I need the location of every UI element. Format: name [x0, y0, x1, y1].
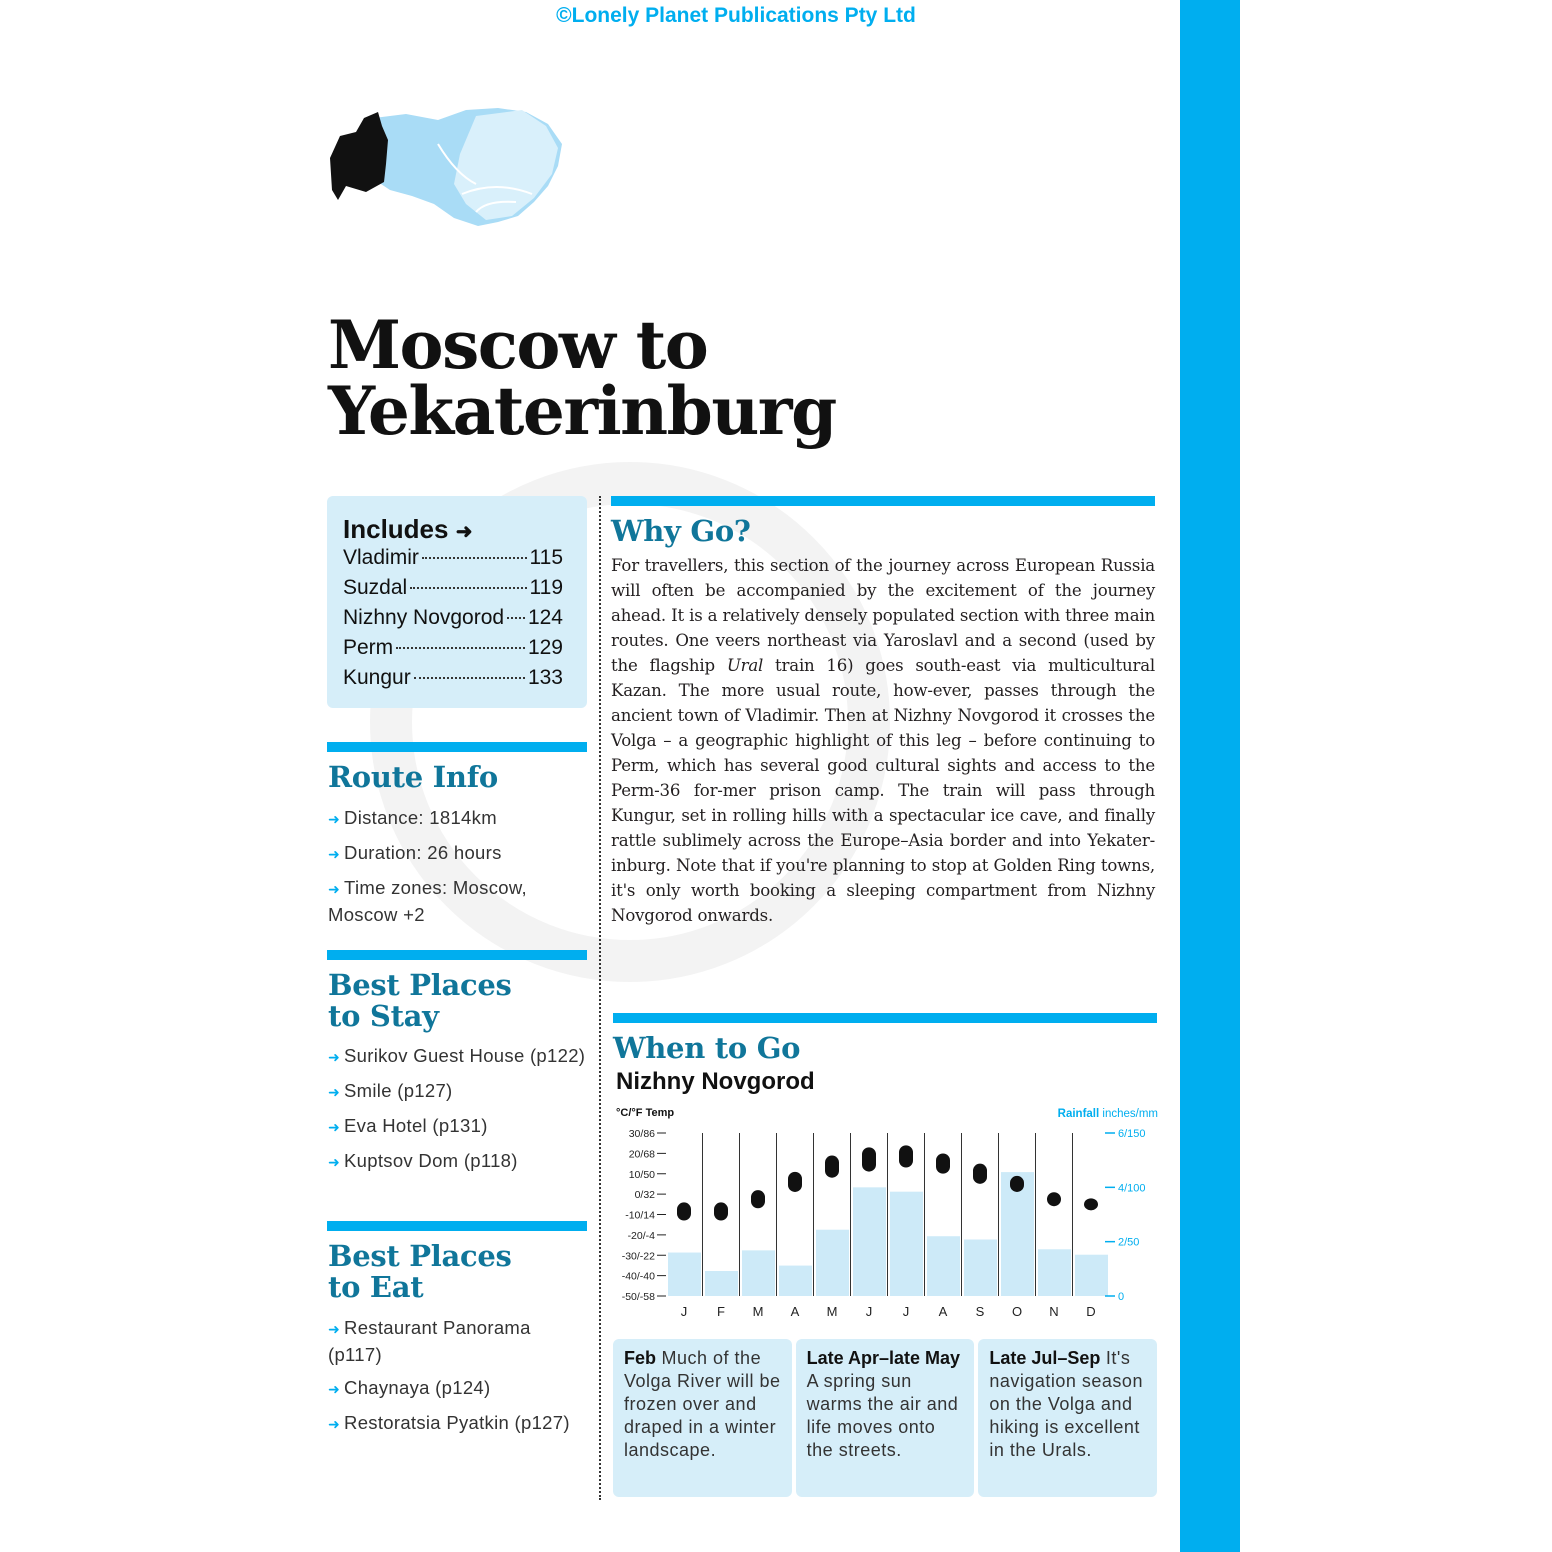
includes-item-page: 133: [527, 666, 563, 689]
bullet-arrow-icon: ➜: [328, 1154, 341, 1170]
month-label: A: [938, 1304, 948, 1319]
route-info-rule: [327, 742, 587, 752]
month-label: A: [790, 1304, 800, 1319]
rainfall-bar: [668, 1253, 701, 1296]
temperature-marker: [862, 1147, 876, 1171]
russia-locator-map: [326, 104, 566, 230]
includes-item[interactable]: [343, 576, 563, 606]
why-go-text-1: For travellers, this section of the journey across European Russia will often be accompanied by the excitement of the journey ahead. It is a relatively densely populated section with three main routes. One veers northeast via Yaroslavl and a second (used by the flagship: [611, 556, 1155, 675]
best-eat-title-line-1: Best Places: [328, 1239, 512, 1273]
temp-tick-label: -40/-40: [621, 1270, 655, 1283]
rainfall-bar: [742, 1250, 775, 1296]
rainfall-bar: [964, 1239, 997, 1296]
bullet-arrow-icon: ➜: [328, 846, 341, 862]
bullet-arrow-icon: ➜: [328, 1049, 341, 1065]
route-info-item: [328, 875, 586, 927]
best-stay-item[interactable]: [328, 1148, 586, 1175]
map-highlight-region: [330, 112, 388, 200]
rain-tick-label: 4/100: [1118, 1182, 1146, 1195]
temperature-marker: [751, 1190, 765, 1208]
includes-item[interactable]: [343, 546, 563, 576]
arrow-right-icon: ➜: [455, 521, 473, 543]
month-label: N: [1049, 1304, 1059, 1319]
best-stay-title-line-1: Best Places: [328, 968, 512, 1002]
copyright-notice: ©Lonely Planet Publications Pty Ltd: [556, 4, 916, 27]
includes-item-name: Kungur: [343, 666, 411, 689]
temp-tick-label: -30/-22: [621, 1250, 655, 1263]
when-to-go-tips: [613, 1339, 1157, 1497]
best-stay-heading: [328, 970, 512, 1032]
includes-item[interactable]: [343, 666, 563, 696]
temperature-marker: [714, 1202, 728, 1220]
includes-item-page: 115: [529, 546, 563, 569]
best-stay-text: Kuptsov Dom (p118): [344, 1150, 518, 1171]
month-label: F: [717, 1304, 725, 1319]
bullet-arrow-icon: ➜: [328, 1119, 341, 1135]
temperature-marker: [1010, 1176, 1024, 1192]
page-edge-bar: [1180, 0, 1240, 1552]
rainfall-bar: [1075, 1255, 1108, 1296]
rainfall-bar: [705, 1271, 738, 1296]
route-info-list: [328, 805, 586, 935]
best-eat-text: Restoratsia Pyatkin (p127): [344, 1412, 570, 1433]
tip-text: It's navigation season on the Volga and hiking is excellent in the Urals.: [989, 1348, 1143, 1460]
temp-tick-label: 0/32: [634, 1189, 655, 1202]
best-eat-rule: [327, 1221, 587, 1231]
month-label: M: [826, 1304, 838, 1319]
route-info-text: Time zones: Moscow, Moscow +2: [328, 877, 527, 925]
best-stay-item[interactable]: [328, 1113, 586, 1140]
includes-item-name: Nizhny Novgorod: [343, 606, 505, 629]
best-stay-title-line-2: to Stay: [328, 999, 439, 1033]
leader-dots: [410, 587, 526, 589]
best-eat-item[interactable]: [328, 1315, 586, 1367]
includes-item-page: 124: [527, 606, 563, 629]
why-go-body: [611, 553, 1155, 928]
best-eat-item[interactable]: [328, 1375, 586, 1402]
bullet-arrow-icon: ➜: [328, 1416, 341, 1432]
includes-item-name: Perm: [343, 636, 394, 659]
tip-label: Late Jul–Sep: [989, 1348, 1101, 1368]
includes-heading: [343, 514, 472, 545]
includes-item-name: Suzdal: [343, 576, 408, 599]
temperature-marker: [1084, 1198, 1098, 1210]
best-stay-list: [328, 1043, 586, 1183]
title-line-1: Moscow to: [328, 306, 708, 384]
bullet-arrow-icon: ➜: [328, 811, 341, 827]
includes-item[interactable]: [343, 636, 563, 666]
rain-tick-label: 2/50: [1118, 1236, 1140, 1249]
climate-chart: [613, 1100, 1158, 1325]
best-eat-title-line-2: to Eat: [328, 1270, 424, 1304]
tip-card: [796, 1339, 975, 1497]
month-label: O: [1011, 1304, 1023, 1319]
route-info-heading: Route Info: [328, 760, 498, 794]
best-stay-item[interactable]: [328, 1078, 586, 1105]
bullet-arrow-icon: ➜: [328, 1381, 341, 1397]
best-eat-text: Restaurant Panorama (p117): [328, 1317, 531, 1365]
temperature-marker: [973, 1164, 987, 1184]
bullet-arrow-icon: ➜: [328, 1084, 341, 1100]
rain-tick-label: 0: [1118, 1291, 1125, 1303]
includes-item[interactable]: [343, 606, 563, 636]
when-to-go-heading: When to Go: [613, 1031, 801, 1065]
temperature-marker: [936, 1153, 950, 1173]
rain-tick-label: 6/150: [1118, 1128, 1146, 1140]
best-stay-text: Eva Hotel (p131): [344, 1115, 488, 1136]
tip-label: Late Apr–late May: [806, 1348, 961, 1368]
includes-title: Includes: [343, 514, 449, 544]
temp-axis-label: °C/°F Temp: [616, 1107, 675, 1119]
month-label: J: [902, 1304, 910, 1319]
leader-dots: [507, 617, 525, 619]
why-go-rule: [611, 496, 1155, 506]
best-stay-text: Smile (p127): [344, 1080, 453, 1101]
chart-city-name: Nizhny Novgorod: [616, 1068, 815, 1095]
why-go-text-2: train 16) goes south-east via multicultural Kazan. The more usual route, how-ever, passes through the ancient town of Vladimir. Then at Nizhny Novgorod it crosses the Volga – a geographic highlight of this leg – before continuing to Perm, which has several good cultural sights and access to the Perm-36 for-mer prison camp. The train will pass through Kungur, set in rolling hills with a spectacular ice cave, and finally rattle sublimely across the Europe–Asia border and into Yekater-inburg. Note that if you're planning to stop at Golden Ring towns, it's only worth booking a sleeping compartment from Nizhny Novgorod onwards.: [611, 656, 1155, 925]
tip-text: A spring sun warms the air and life moves onto the streets.: [806, 1371, 959, 1460]
temperature-marker: [677, 1202, 691, 1220]
temperature-marker: [788, 1172, 802, 1192]
leader-dots: [396, 647, 525, 649]
includes-item-name: Vladimir: [343, 546, 419, 569]
temp-tick-label: 20/68: [628, 1148, 655, 1161]
rainfall-bar: [927, 1236, 960, 1296]
best-eat-heading: [328, 1241, 512, 1303]
temperature-marker: [899, 1145, 913, 1167]
column-divider: [599, 496, 601, 1500]
tip-card: [613, 1339, 792, 1497]
temp-tick-label: -50/-58: [621, 1291, 655, 1303]
rainfall-bar: [816, 1230, 849, 1296]
best-eat-list: [328, 1315, 586, 1445]
leader-dots: [422, 557, 527, 559]
temp-tick-label: 30/86: [628, 1128, 655, 1140]
includes-item-page: 129: [527, 636, 563, 659]
tip-card: [978, 1339, 1157, 1497]
leader-dots: [414, 677, 525, 679]
why-go-heading: Why Go?: [611, 514, 751, 548]
title-line-2: Yekaterinburg: [328, 372, 836, 450]
best-stay-rule: [327, 950, 587, 960]
month-label: S: [975, 1304, 985, 1319]
rainfall-bar: [853, 1187, 886, 1296]
includes-item-page: 119: [529, 576, 563, 599]
month-label: M: [752, 1304, 764, 1319]
tip-text: Much of the Volga River will be frozen over and draped in a winter landscape.: [624, 1348, 781, 1460]
rainfall-bar: [779, 1266, 812, 1296]
temp-tick-label: 10/50: [628, 1168, 655, 1181]
temp-tick-label: -20/-4: [627, 1229, 655, 1242]
best-stay-item[interactable]: [328, 1043, 586, 1070]
temperature-marker: [825, 1156, 839, 1178]
month-label: D: [1086, 1304, 1096, 1319]
why-go-text-italic: Ural: [726, 656, 764, 675]
temperature-marker: [1047, 1192, 1061, 1206]
best-stay-text: Surikov Guest House (p122): [344, 1045, 586, 1066]
tip-label: Feb: [624, 1348, 657, 1368]
temp-tick-label: -10/14: [625, 1209, 655, 1222]
route-info-item: [328, 840, 586, 867]
bullet-arrow-icon: ➜: [328, 1321, 341, 1337]
route-info-text: Duration: 26 hours: [344, 842, 502, 863]
rainfall-bar: [1038, 1249, 1071, 1296]
best-eat-item[interactable]: [328, 1410, 586, 1437]
month-label: J: [865, 1304, 873, 1319]
page-title: [328, 306, 836, 450]
route-info-text: Distance: 1814km: [344, 807, 497, 828]
best-eat-text: Chaynaya (p124): [344, 1377, 491, 1398]
rainfall-bar: [890, 1192, 923, 1296]
bullet-arrow-icon: ➜: [328, 881, 341, 897]
when-to-go-rule: [613, 1013, 1157, 1023]
month-label: J: [680, 1304, 688, 1319]
rain-axis-label: Rainfall inches/mm: [1057, 1108, 1158, 1120]
route-info-item: [328, 805, 586, 832]
